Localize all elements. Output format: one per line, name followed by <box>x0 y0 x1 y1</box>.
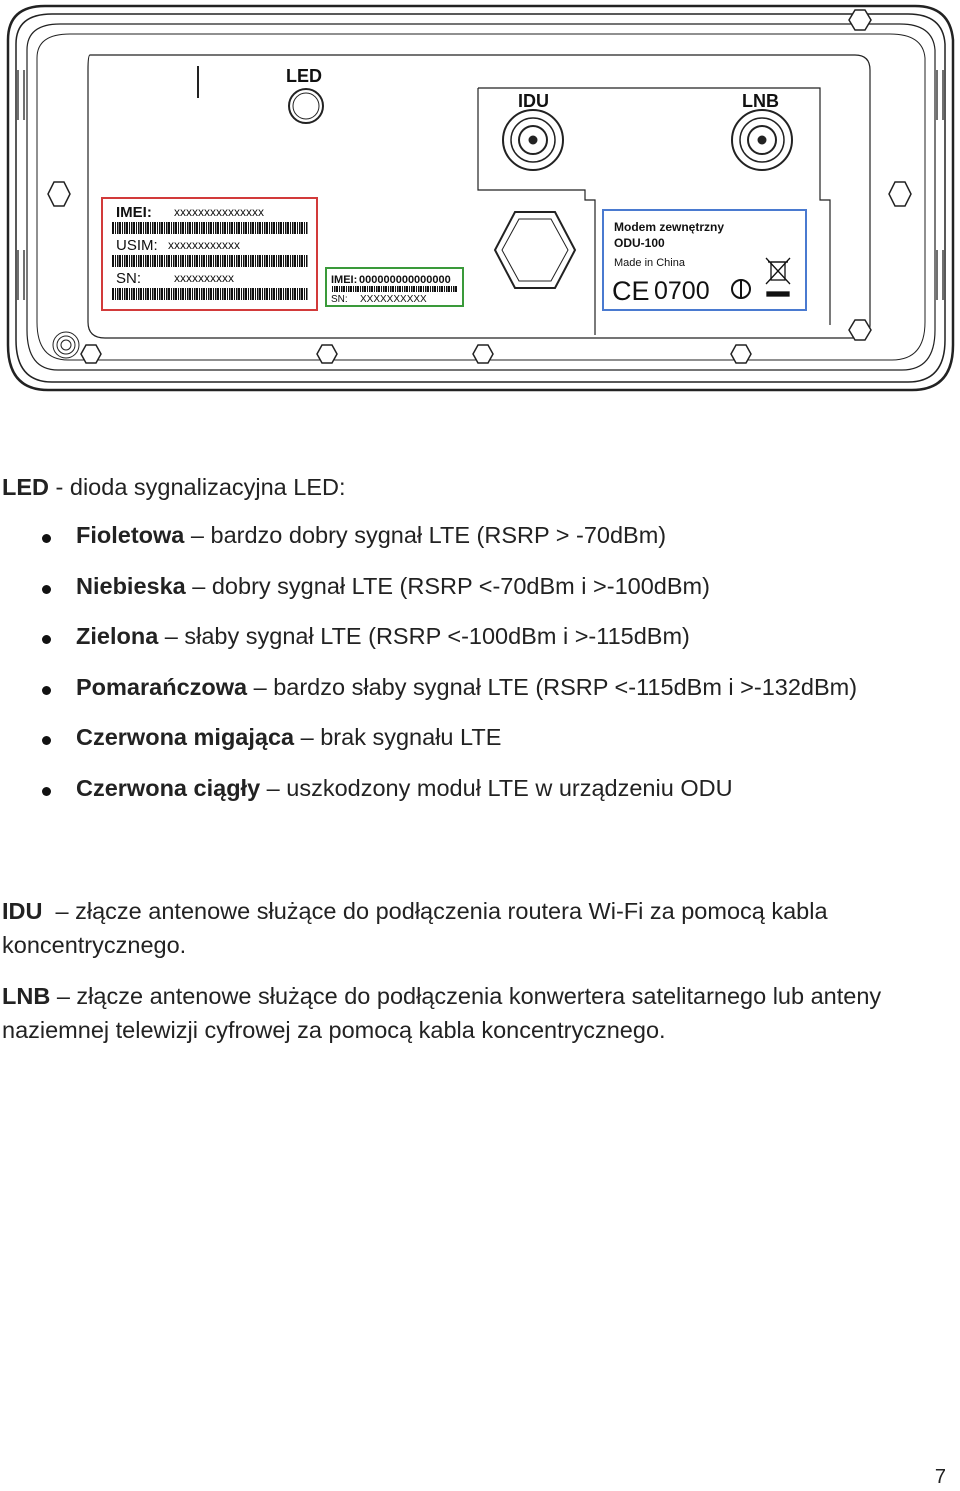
led-color-desc: – bardzo dobry sygnał LTE (RSRP > -70dBm) <box>184 522 667 548</box>
led-label: LED <box>286 66 322 86</box>
svg-text:ODU-100: ODU-100 <box>614 236 665 250</box>
led-color-desc: – brak sygnału LTE <box>294 724 502 750</box>
bullet-icon <box>42 736 51 745</box>
idu-paragraph <box>2 894 952 962</box>
led-color-name: Czerwona ciągły <box>76 774 261 801</box>
svg-text:SN:: SN: <box>331 294 348 305</box>
led-color-desc: – słaby sygnał LTE (RSRP <-100dBm i >-115dBm) <box>158 623 690 649</box>
hex-cable-gland <box>495 212 575 288</box>
lnb-paragraph <box>2 979 952 1047</box>
led-term: LED <box>2 474 49 500</box>
svg-text:XXXXXXXXXX: XXXXXXXXXX <box>360 294 427 305</box>
ground-screw <box>53 332 79 358</box>
led-heading-text: - dioda sygnalizacyjna LED: <box>49 474 346 500</box>
bullet-icon <box>42 686 51 695</box>
lnb-term: LNB <box>2 982 51 1009</box>
led-heading <box>2 474 346 501</box>
led-color-name: Niebieska <box>76 572 186 599</box>
svg-text:Made in China: Made in China <box>614 257 685 269</box>
page-number: 7 <box>934 1466 946 1488</box>
bullet-icon <box>42 787 51 796</box>
svg-text:SN:: SN: <box>116 270 142 287</box>
led-color-name: Pomarańczowa <box>76 673 248 700</box>
svg-text:xxxxxxxxxxxxxxx: xxxxxxxxxxxxxxx <box>174 205 264 219</box>
svg-text:xxxxxxxxxx: xxxxxxxxxx <box>174 271 234 285</box>
led-color-name: Czerwona migająca <box>76 724 295 750</box>
odu-device-drawing <box>0 0 960 400</box>
bullet-icon <box>42 585 51 594</box>
svg-text:USIM:: USIM: <box>116 237 158 254</box>
svg-text:IMEI:: IMEI: <box>331 274 358 286</box>
lnb-connector <box>732 110 792 170</box>
idu-label: IDU <box>518 91 549 111</box>
led-color-name: Zielona <box>76 623 159 649</box>
imei-sticker-green <box>326 268 463 306</box>
led-color-desc: – dobry sygnał LTE (RSRP <-70dBm i >-100dBm) <box>185 572 710 599</box>
svg-text:xxxxxxxxxxxx: xxxxxxxxxxxx <box>168 238 240 252</box>
led-color-desc: – bardzo słaby sygnał LTE (RSRP <-115dBm i >-132dBm) <box>247 673 858 700</box>
svg-text:IMEI:: IMEI: <box>116 204 152 221</box>
product-label-blue <box>603 210 806 310</box>
led-indicator <box>289 89 323 123</box>
imei-sticker-red <box>102 198 317 310</box>
ce-mark: CE <box>612 276 650 306</box>
lnb-label: LNB <box>742 91 779 111</box>
idu-term: IDU <box>2 897 43 924</box>
svg-text:000000000000000: 000000000000000 <box>359 274 451 286</box>
notified-body-number: 0700 <box>654 277 710 305</box>
svg-text:Modem zewnętrzny: Modem zewnętrzny <box>614 220 725 234</box>
bullet-icon <box>42 534 51 543</box>
idu-description: – złącze antenowe służące do podłączenia routera Wi-Fi za pomocą kabla koncentrycznego. <box>2 897 835 958</box>
idu-connector <box>503 110 563 170</box>
bullet-icon <box>42 635 51 644</box>
lnb-description: – złącze antenowe służące do podłączenia konwertera satelitarnego lub anteny naziemnej telewizji cyfrowej za pomocą kabla koncentrycznego. <box>2 982 882 1043</box>
led-color-desc: – uszkodzony moduł LTE w urządzeniu ODU <box>260 774 733 801</box>
led-color-name: Fioletowa <box>76 522 185 548</box>
